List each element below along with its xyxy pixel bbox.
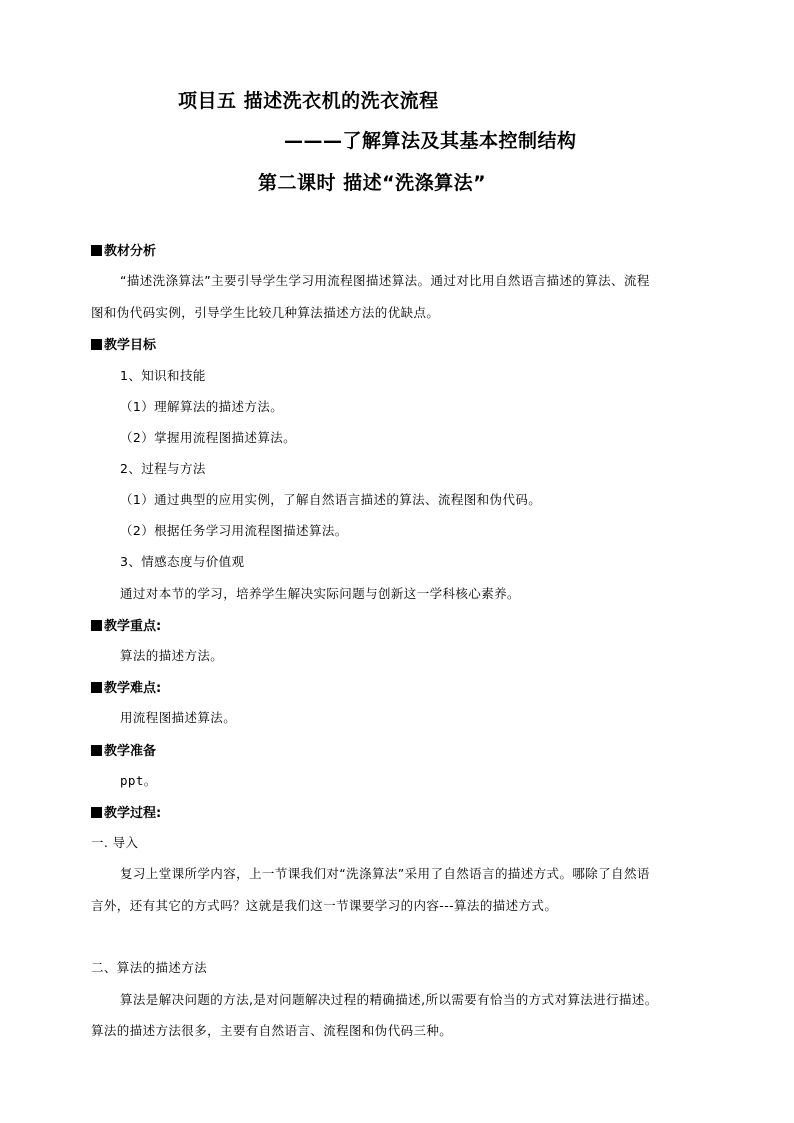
process-step-1-line-1: 复习上堂课所学内容，上一节课我们对“洗涤算法”采用了自然语言的描述方式。哪除了自然语 [120,866,650,881]
section-heading-material [91,240,156,259]
process-step-2-line-1: 算法是解决问题的方法,是对问题解决过程的精确描述,所以需要有恰当的方式对算法进行描述。 [120,992,658,1007]
square-bullet-icon [91,339,102,350]
heading-text: 教材分析 [104,244,157,259]
heading-text: 教学准备 [104,744,157,759]
goal-item-2a: （1）通过典型的应用实例，了解自然语言描述的算法、流程图和伪代码。 [120,492,542,507]
goal-item-2: 2、过程与方法 [120,461,206,476]
heading-text: 教学过程: [104,806,162,821]
section-heading-key-points [91,615,161,634]
square-bullet-icon [91,745,102,756]
section-heading-process [91,802,161,821]
goal-item-1b: （2）掌握用流程图描述算法。 [120,430,297,445]
goal-item-2b: （2）根据任务学习用流程图描述算法。 [120,523,348,538]
goal-item-1: 1、知识和技能 [120,368,206,383]
square-bullet-icon [91,620,102,631]
goal-item-3a: 通过对本节的学习，培养学生解决实际问题与创新这一学科核心素养。 [120,586,520,601]
process-step-2-title: 二、算法的描述方法 [91,960,208,975]
section-heading-difficulties [91,677,161,696]
process-step-1-title: 一. 导入 [91,835,139,850]
process-step-2-line-2: 算法的描述方法很多，主要有自然语言、流程图和伪代码三种。 [91,1023,453,1038]
heading-text: 教学目标 [104,338,157,353]
title-line-3: 第二课时 描述“洗涤算法” [258,172,487,194]
square-bullet-icon [91,682,102,693]
process-step-1-line-2: 言外，还有其它的方式吗？这就是我们这一节课要学习的内容---算法的描述方式。 [91,898,558,913]
title-line-1: 项目五 描述洗衣机的洗衣流程 [178,90,439,112]
section-heading-preparation [91,740,156,759]
goal-item-3: 3、情感态度与价值观 [120,554,245,569]
title-line-2: ———了解算法及其基本控制结构 [284,130,577,152]
heading-text: 教学重点: [104,619,162,634]
preparation-text: ppt。 [120,773,157,788]
heading-text: 教学难点: [104,681,162,696]
material-paragraph-line-1: “描述洗涤算法”主要引导学生学习用流程图描述算法。通过对比用自然语言描述的算法、流程 [120,273,650,288]
difficulties-text: 用流程图描述算法。 [120,710,237,725]
material-paragraph-line-2: 图和伪代码实例，引导学生比较几种算法描述方法的优缺点。 [91,305,440,320]
square-bullet-icon [91,807,102,818]
goal-item-1a: （1）理解算法的描述方法。 [120,399,284,414]
section-heading-goals [91,334,156,353]
square-bullet-icon [91,245,102,256]
key-points-text: 算法的描述方法。 [120,648,224,663]
